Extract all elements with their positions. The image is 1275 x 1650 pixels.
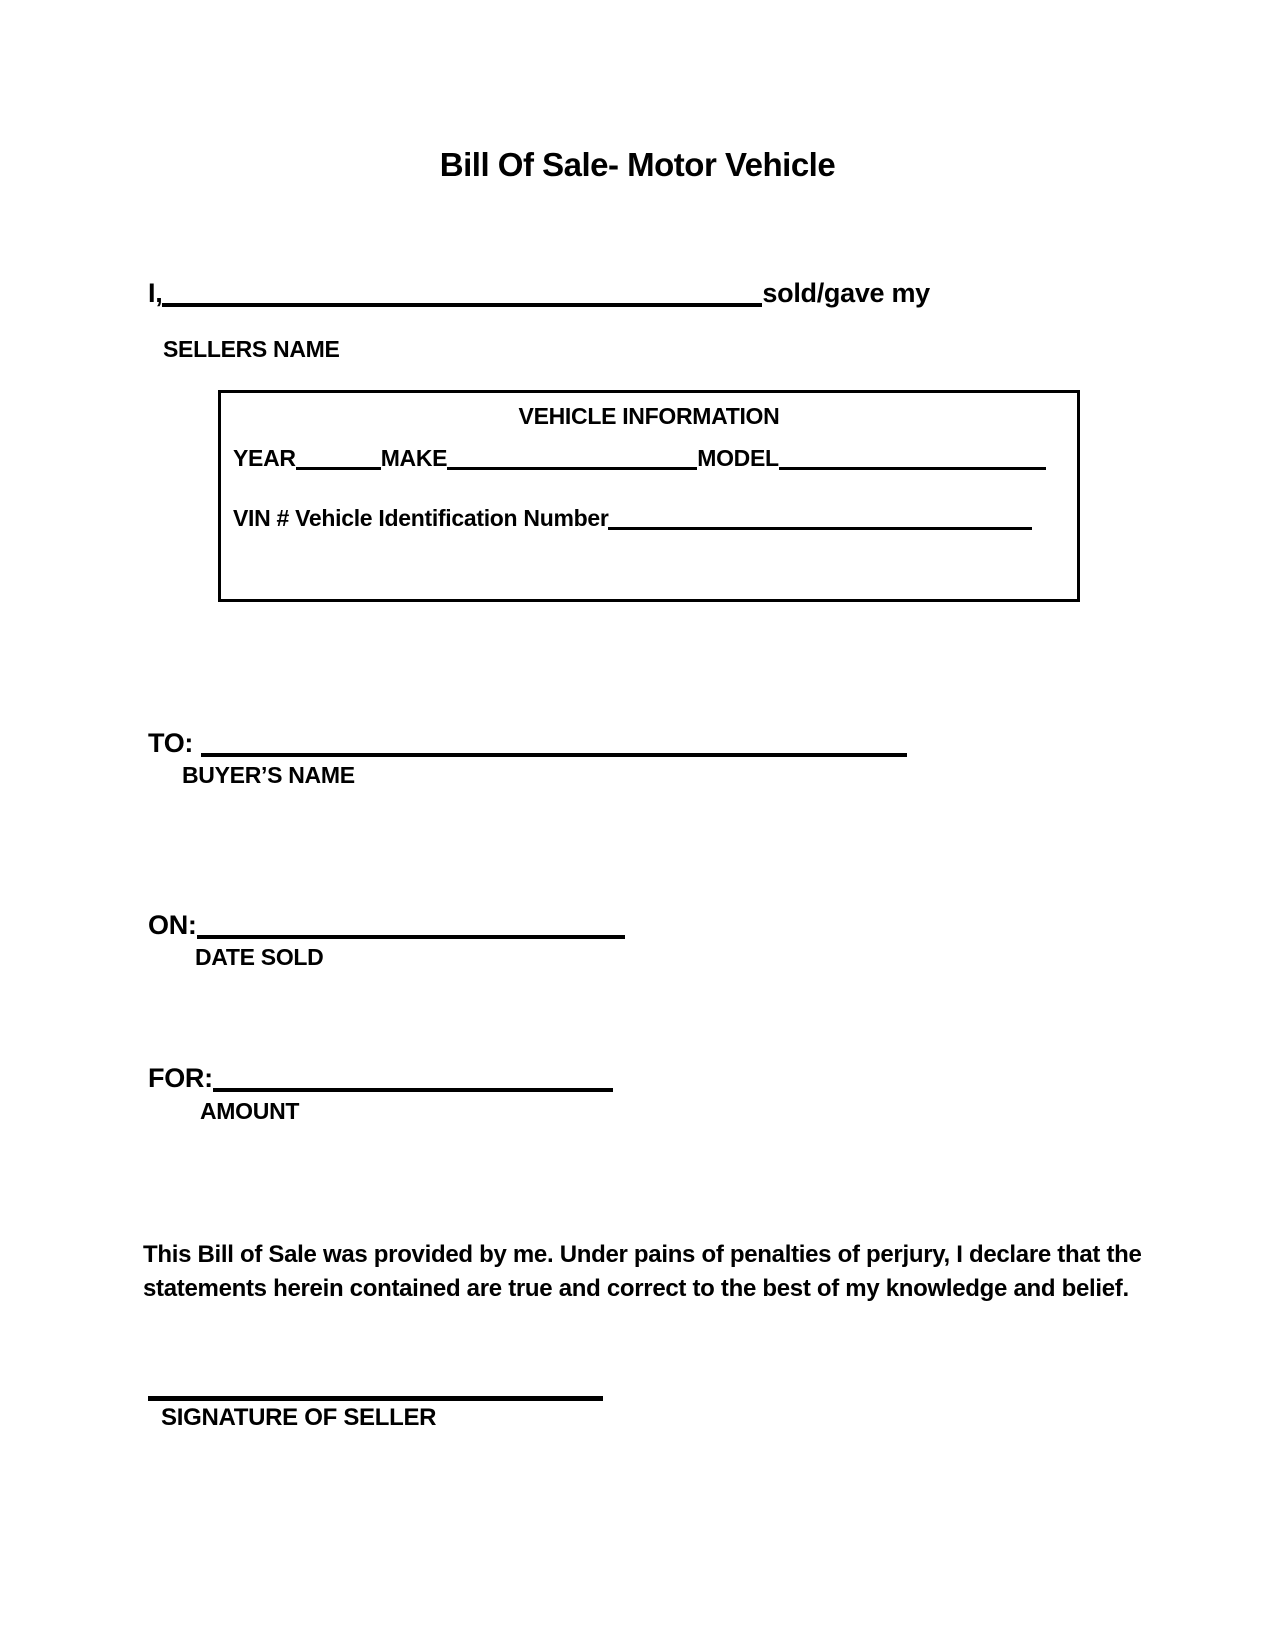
- buyer-row: [148, 728, 907, 759]
- year-label: YEAR: [233, 445, 296, 471]
- page-title: Bill Of Sale- Motor Vehicle: [439, 146, 836, 183]
- seller-name-caption: SELLERS NAME: [163, 336, 340, 362]
- buyer-name-field[interactable]: [201, 753, 907, 757]
- vin-label: VIN # Vehicle Identification Number: [233, 505, 609, 531]
- date-sold-field[interactable]: [197, 935, 625, 939]
- signature-field[interactable]: [148, 1396, 603, 1401]
- buyer-name-caption: BUYER’S NAME: [182, 762, 355, 788]
- model-label: MODEL: [697, 445, 779, 471]
- amount-field[interactable]: [213, 1088, 613, 1092]
- buyer-label: TO:: [148, 728, 194, 758]
- date-label: ON:: [148, 910, 197, 940]
- vehicle-ymm-row: [233, 445, 1046, 472]
- seller-statement-prefix: I,: [148, 278, 163, 308]
- date-row: [148, 910, 625, 941]
- year-field[interactable]: [296, 467, 381, 470]
- vin-row: [233, 505, 1032, 532]
- signature-caption: SIGNATURE OF SELLER: [161, 1404, 437, 1431]
- vehicle-box-heading: VEHICLE INFORMATION: [518, 403, 780, 429]
- make-label: MAKE: [380, 445, 448, 471]
- date-sold-caption: DATE SOLD: [195, 944, 324, 970]
- amount-row: [148, 1063, 613, 1094]
- model-field[interactable]: [779, 467, 1046, 470]
- seller-name-field[interactable]: [162, 303, 762, 307]
- declaration-paragraph: [143, 1238, 1183, 1306]
- amount-caption: AMOUNT: [200, 1098, 300, 1124]
- seller-statement-row: [148, 278, 930, 309]
- seller-statement-suffix: sold/gave my: [762, 278, 930, 308]
- declaration-line-1: This Bill of Sale was provided by me. Under pains of penalties of perjury, I declare that the: [143, 1241, 1142, 1268]
- make-field[interactable]: [447, 467, 697, 470]
- vehicle-information-box: [218, 390, 1080, 602]
- declaration-line-2: statements herein contained are true and correct to the best of my knowledge and belief.: [143, 1275, 1129, 1302]
- vin-field[interactable]: [608, 527, 1032, 530]
- amount-label: FOR:: [148, 1063, 213, 1093]
